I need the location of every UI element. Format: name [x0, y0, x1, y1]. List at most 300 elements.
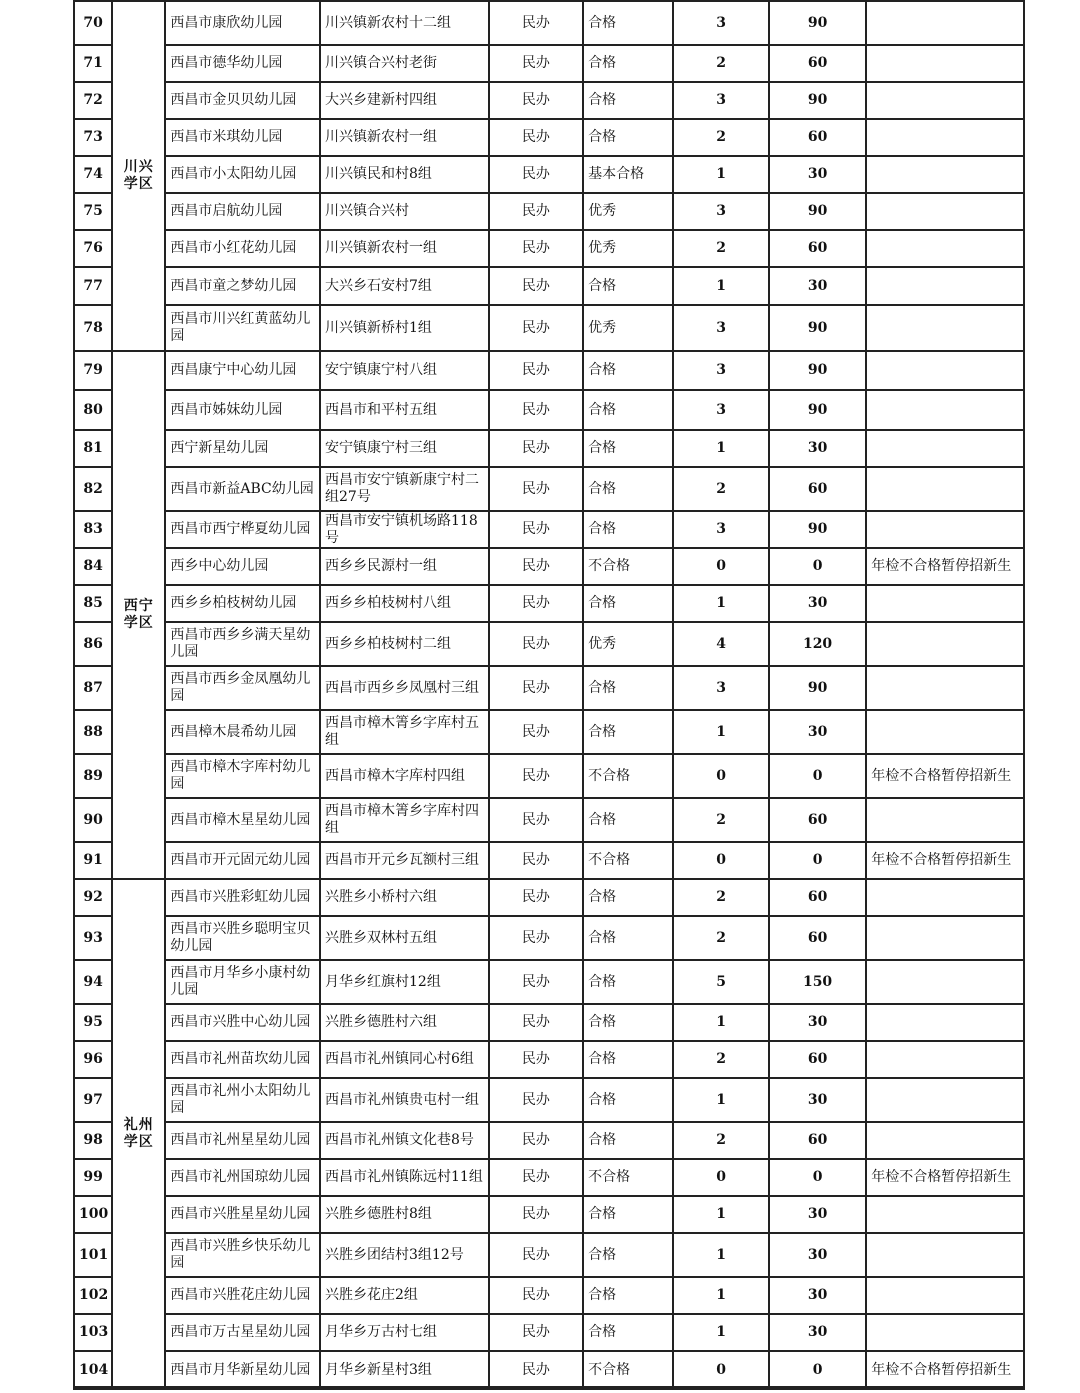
kindergarten-name: 西昌市礼州小太阳幼儿园 — [165, 1078, 320, 1122]
evaluation-result: 不合格 — [583, 842, 673, 879]
kindergarten-name: 西昌市童之梦幼儿园 — [165, 267, 320, 305]
remark — [866, 1314, 1024, 1351]
row-number: 97 — [74, 1078, 112, 1122]
kindergarten-address: 月华乡万古村七组 — [320, 1314, 489, 1351]
enrollment-capacity: 60 — [769, 467, 866, 511]
ownership-type: 民办 — [489, 622, 583, 666]
evaluation-result: 合格 — [583, 585, 673, 622]
class-count: 1 — [673, 1233, 768, 1277]
class-count: 1 — [673, 1004, 768, 1041]
remark — [866, 467, 1024, 511]
evaluation-result: 不合格 — [583, 754, 673, 798]
kindergarten-name: 西昌市兴胜花庄幼儿园 — [165, 1277, 320, 1314]
kindergarten-address: 西乡乡柏枝树村八组 — [320, 585, 489, 622]
remark — [866, 585, 1024, 622]
enrollment-capacity: 30 — [769, 1004, 866, 1041]
remark: 年检不合格暂停招新生 — [866, 842, 1024, 879]
evaluation-result: 合格 — [583, 1122, 673, 1159]
table-row — [74, 960, 1024, 1004]
class-count: 1 — [673, 267, 768, 305]
kindergarten-name: 西昌市德华幼儿园 — [165, 45, 320, 82]
kindergarten-name: 西昌市兴胜彩虹幼儿园 — [165, 879, 320, 916]
enrollment-capacity: 60 — [769, 879, 866, 916]
table-row — [74, 1196, 1024, 1233]
table-row — [74, 916, 1024, 960]
kindergarten-address: 兴胜乡德胜村六组 — [320, 1004, 489, 1041]
ownership-type: 民办 — [489, 119, 583, 156]
kindergarten-name: 西昌市西乡金凤凰幼儿园 — [165, 666, 320, 710]
district-name-line1: 川兴 — [123, 159, 154, 175]
enrollment-capacity: 30 — [769, 1078, 866, 1122]
kindergarten-address: 大兴乡石安村7组 — [320, 267, 489, 305]
enrollment-capacity: 60 — [769, 1122, 866, 1159]
table-row — [74, 1159, 1024, 1196]
kindergarten-name: 西昌樟木晨希幼儿园 — [165, 710, 320, 754]
ownership-type: 民办 — [489, 1078, 583, 1122]
kindergarten-address: 西昌市礼州镇陈远村11组 — [320, 1159, 489, 1196]
evaluation-result: 合格 — [583, 82, 673, 119]
ownership-type: 民办 — [489, 585, 583, 622]
enrollment-capacity: 30 — [769, 267, 866, 305]
class-count: 2 — [673, 119, 768, 156]
enrollment-capacity: 90 — [769, 666, 866, 710]
kindergarten-address: 西昌市开元乡瓦额村三组 — [320, 842, 489, 879]
evaluation-result: 合格 — [583, 1, 673, 45]
table-row — [74, 511, 1024, 548]
ownership-type: 民办 — [489, 193, 583, 230]
table-row — [74, 351, 1024, 390]
kindergarten-name: 西昌市西乡乡满天星幼儿园 — [165, 622, 320, 666]
kindergarten-name: 西昌市樟木星星幼儿园 — [165, 798, 320, 842]
row-number: 100 — [74, 1196, 112, 1233]
class-count: 2 — [673, 45, 768, 82]
row-number: 76 — [74, 230, 112, 267]
table-row — [74, 1041, 1024, 1078]
kindergarten-name: 西昌市开元固元幼儿园 — [165, 842, 320, 879]
evaluation-result: 不合格 — [583, 548, 673, 585]
remark — [866, 1122, 1024, 1159]
remark — [866, 1, 1024, 45]
row-number: 87 — [74, 666, 112, 710]
kindergarten-name: 西昌市樟木字库村幼儿园 — [165, 754, 320, 798]
remark — [866, 1233, 1024, 1277]
remark — [866, 267, 1024, 305]
ownership-type: 民办 — [489, 1351, 583, 1389]
remark — [866, 230, 1024, 267]
table-row — [74, 1122, 1024, 1159]
district-name-line1: 礼州 — [123, 1117, 154, 1133]
evaluation-result: 不合格 — [583, 1159, 673, 1196]
ownership-type: 民办 — [489, 430, 583, 467]
kindergarten-address: 兴胜乡小桥村六组 — [320, 879, 489, 916]
ownership-type: 民办 — [489, 842, 583, 879]
table-body — [74, 1, 1024, 1389]
kindergarten-address: 月华乡红旗村12组 — [320, 960, 489, 1004]
remark — [866, 879, 1024, 916]
enrollment-capacity: 90 — [769, 390, 866, 430]
enrollment-capacity: 90 — [769, 193, 866, 230]
kindergarten-address: 西乡乡民源村一组 — [320, 548, 489, 585]
kindergarten-name: 西昌市小红花幼儿园 — [165, 230, 320, 267]
kindergarten-name: 西昌市川兴红黄蓝幼儿园 — [165, 305, 320, 351]
table-row — [74, 1078, 1024, 1122]
class-count: 3 — [673, 390, 768, 430]
remark — [866, 119, 1024, 156]
remark — [866, 1078, 1024, 1122]
class-count: 3 — [673, 193, 768, 230]
kindergarten-address: 川兴镇新农村一组 — [320, 230, 489, 267]
kindergarten-name: 西昌市万古星星幼儿园 — [165, 1314, 320, 1351]
class-count: 3 — [673, 666, 768, 710]
class-count: 2 — [673, 1122, 768, 1159]
class-count: 1 — [673, 585, 768, 622]
enrollment-capacity: 60 — [769, 119, 866, 156]
evaluation-result: 合格 — [583, 1041, 673, 1078]
kindergarten-name: 西宁新星幼儿园 — [165, 430, 320, 467]
kindergarten-name: 西昌市小太阳幼儿园 — [165, 156, 320, 193]
class-count: 0 — [673, 1159, 768, 1196]
remark: 年检不合格暂停招新生 — [866, 1159, 1024, 1196]
kindergarten-name: 西昌市礼州苗坎幼儿园 — [165, 1041, 320, 1078]
row-number: 98 — [74, 1122, 112, 1159]
ownership-type: 民办 — [489, 916, 583, 960]
evaluation-result: 合格 — [583, 1004, 673, 1041]
kindergarten-name: 西昌市兴胜中心幼儿园 — [165, 1004, 320, 1041]
kindergarten-address: 兴胜乡德胜村8组 — [320, 1196, 489, 1233]
ownership-type: 民办 — [489, 1004, 583, 1041]
evaluation-result: 合格 — [583, 467, 673, 511]
kindergarten-address: 西乡乡柏枝树村二组 — [320, 622, 489, 666]
row-number: 78 — [74, 305, 112, 351]
kindergarten-name: 西昌市康欣幼儿园 — [165, 1, 320, 45]
enrollment-capacity: 90 — [769, 351, 866, 390]
kindergarten-address: 西昌市樟木字库村四组 — [320, 754, 489, 798]
class-count: 4 — [673, 622, 768, 666]
row-number: 79 — [74, 351, 112, 390]
table-row — [74, 1277, 1024, 1314]
row-number: 89 — [74, 754, 112, 798]
kindergarten-name: 西昌市西宁桦夏幼儿园 — [165, 511, 320, 548]
evaluation-result: 基本合格 — [583, 156, 673, 193]
evaluation-result: 合格 — [583, 1277, 673, 1314]
row-number: 77 — [74, 267, 112, 305]
ownership-type: 民办 — [489, 548, 583, 585]
ownership-type: 民办 — [489, 467, 583, 511]
row-number: 102 — [74, 1277, 112, 1314]
row-number: 73 — [74, 119, 112, 156]
table-row — [74, 842, 1024, 879]
row-number: 99 — [74, 1159, 112, 1196]
kindergarten-address: 大兴乡建新村四组 — [320, 82, 489, 119]
evaluation-result: 合格 — [583, 1196, 673, 1233]
table-row — [74, 390, 1024, 430]
district-label — [112, 1, 165, 351]
class-count: 2 — [673, 467, 768, 511]
table-row — [74, 585, 1024, 622]
kindergarten-address: 兴胜乡双林村五组 — [320, 916, 489, 960]
ownership-type: 民办 — [489, 230, 583, 267]
row-number: 72 — [74, 82, 112, 119]
remark — [866, 156, 1024, 193]
ownership-type: 民办 — [489, 1, 583, 45]
enrollment-capacity: 30 — [769, 710, 866, 754]
class-count: 2 — [673, 1041, 768, 1078]
kindergarten-name: 西昌市金贝贝幼儿园 — [165, 82, 320, 119]
ownership-type: 民办 — [489, 879, 583, 916]
row-number: 75 — [74, 193, 112, 230]
evaluation-result: 优秀 — [583, 305, 673, 351]
ownership-type: 民办 — [489, 511, 583, 548]
evaluation-result: 合格 — [583, 710, 673, 754]
evaluation-result: 合格 — [583, 1314, 673, 1351]
evaluation-result: 合格 — [583, 390, 673, 430]
row-number: 71 — [74, 45, 112, 82]
table-row — [74, 798, 1024, 842]
table-row — [74, 267, 1024, 305]
kindergarten-name: 西昌市月华乡小康村幼儿园 — [165, 960, 320, 1004]
enrollment-capacity: 0 — [769, 754, 866, 798]
table-row — [74, 82, 1024, 119]
kindergarten-address: 西昌市安宁镇新康宁村二组27号 — [320, 467, 489, 511]
remark — [866, 798, 1024, 842]
row-number: 96 — [74, 1041, 112, 1078]
kindergarten-address: 川兴镇新农村一组 — [320, 119, 489, 156]
kindergarten-address: 兴胜乡团结村3组12号 — [320, 1233, 489, 1277]
remark — [866, 390, 1024, 430]
class-count: 3 — [673, 1, 768, 45]
ownership-type: 民办 — [489, 1159, 583, 1196]
table-row — [74, 548, 1024, 585]
kindergarten-address: 川兴镇民和村8组 — [320, 156, 489, 193]
class-count: 2 — [673, 230, 768, 267]
class-count: 1 — [673, 430, 768, 467]
remark — [866, 193, 1024, 230]
enrollment-capacity: 0 — [769, 1159, 866, 1196]
table-row — [74, 1004, 1024, 1041]
ownership-type: 民办 — [489, 305, 583, 351]
remark — [866, 960, 1024, 1004]
remark: 年检不合格暂停招新生 — [866, 548, 1024, 585]
enrollment-capacity: 120 — [769, 622, 866, 666]
evaluation-result: 合格 — [583, 1078, 673, 1122]
ownership-type: 民办 — [489, 1233, 583, 1277]
kindergarten-name: 西昌康宁中心幼儿园 — [165, 351, 320, 390]
ownership-type: 民办 — [489, 1041, 583, 1078]
row-number: 74 — [74, 156, 112, 193]
row-number: 92 — [74, 879, 112, 916]
remark — [866, 351, 1024, 390]
enrollment-capacity: 30 — [769, 1277, 866, 1314]
enrollment-capacity: 90 — [769, 511, 866, 548]
class-count: 3 — [673, 511, 768, 548]
table-row — [74, 467, 1024, 511]
ownership-type: 民办 — [489, 1277, 583, 1314]
enrollment-capacity: 0 — [769, 842, 866, 879]
row-number: 95 — [74, 1004, 112, 1041]
class-count: 2 — [673, 879, 768, 916]
evaluation-result: 合格 — [583, 267, 673, 305]
kindergarten-name: 西乡中心幼儿园 — [165, 548, 320, 585]
enrollment-capacity: 0 — [769, 548, 866, 585]
enrollment-capacity: 90 — [769, 1, 866, 45]
enrollment-capacity: 30 — [769, 1196, 866, 1233]
evaluation-result: 优秀 — [583, 193, 673, 230]
kindergarten-name: 西昌市兴胜乡快乐幼儿园 — [165, 1233, 320, 1277]
ownership-type: 民办 — [489, 390, 583, 430]
remark — [866, 916, 1024, 960]
class-count: 3 — [673, 305, 768, 351]
remark — [866, 622, 1024, 666]
class-count: 1 — [673, 1196, 768, 1233]
kindergarten-name: 西昌市姊妹幼儿园 — [165, 390, 320, 430]
evaluation-result: 合格 — [583, 798, 673, 842]
class-count: 0 — [673, 842, 768, 879]
class-count: 2 — [673, 798, 768, 842]
class-count: 1 — [673, 1277, 768, 1314]
kindergarten-address: 西昌市安宁镇机场路118号 — [320, 511, 489, 548]
class-count: 1 — [673, 156, 768, 193]
district-label — [112, 879, 165, 1389]
kindergarten-address: 安宁镇康宁村八组 — [320, 351, 489, 390]
kindergarten-address: 西昌市樟木箐乡字库村五组 — [320, 710, 489, 754]
row-number: 86 — [74, 622, 112, 666]
row-number: 93 — [74, 916, 112, 960]
kindergarten-address: 川兴镇新桥村1组 — [320, 305, 489, 351]
row-number: 101 — [74, 1233, 112, 1277]
ownership-type: 民办 — [489, 267, 583, 305]
remark — [866, 511, 1024, 548]
kindergarten-address: 西昌市礼州镇文化巷8号 — [320, 1122, 489, 1159]
evaluation-result: 合格 — [583, 1233, 673, 1277]
next-row-edge — [73, 1386, 1025, 1393]
kindergarten-address: 西昌市西乡乡凤凰村三组 — [320, 666, 489, 710]
evaluation-result: 合格 — [583, 45, 673, 82]
row-number: 70 — [74, 1, 112, 45]
row-number: 90 — [74, 798, 112, 842]
evaluation-result: 优秀 — [583, 230, 673, 267]
kindergarten-name: 西昌市兴胜星星幼儿园 — [165, 1196, 320, 1233]
remark — [866, 45, 1024, 82]
kindergarten-name: 西昌市兴胜乡聪明宝贝幼儿园 — [165, 916, 320, 960]
row-number: 80 — [74, 390, 112, 430]
remark — [866, 430, 1024, 467]
ownership-type: 民办 — [489, 710, 583, 754]
remark — [866, 82, 1024, 119]
kindergarten-table — [73, 0, 1025, 1390]
row-number: 103 — [74, 1314, 112, 1351]
table-row — [74, 666, 1024, 710]
enrollment-capacity: 30 — [769, 585, 866, 622]
class-count: 3 — [673, 351, 768, 390]
enrollment-capacity: 90 — [769, 82, 866, 119]
table-row — [74, 622, 1024, 666]
kindergarten-address: 安宁镇康宁村三组 — [320, 430, 489, 467]
row-number: 83 — [74, 511, 112, 548]
remark — [866, 1041, 1024, 1078]
remark: 年检不合格暂停招新生 — [866, 754, 1024, 798]
district-label — [112, 351, 165, 879]
class-count: 3 — [673, 82, 768, 119]
row-number: 91 — [74, 842, 112, 879]
table-row — [74, 1233, 1024, 1277]
enrollment-capacity: 30 — [769, 1233, 866, 1277]
ownership-type: 民办 — [489, 960, 583, 1004]
remark — [866, 710, 1024, 754]
kindergarten-name: 西昌市新益ABC幼儿园 — [165, 467, 320, 511]
kindergarten-address: 西昌市礼州镇同心村6组 — [320, 1041, 489, 1078]
class-count: 0 — [673, 1351, 768, 1389]
kindergarten-address: 川兴镇合兴村老街 — [320, 45, 489, 82]
enrollment-capacity: 60 — [769, 1041, 866, 1078]
evaluation-result: 合格 — [583, 666, 673, 710]
row-number: 104 — [74, 1351, 112, 1389]
district-name-line2: 学区 — [123, 615, 154, 631]
row-number: 85 — [74, 585, 112, 622]
remark — [866, 1277, 1024, 1314]
remark — [866, 1196, 1024, 1233]
ownership-type: 民办 — [489, 798, 583, 842]
ownership-type: 民办 — [489, 82, 583, 119]
class-count: 5 — [673, 960, 768, 1004]
kindergarten-address: 西昌市礼州镇贵屯村一组 — [320, 1078, 489, 1122]
district-name-line2: 学区 — [123, 176, 154, 192]
row-number: 88 — [74, 710, 112, 754]
evaluation-result: 不合格 — [583, 1351, 673, 1389]
enrollment-capacity: 60 — [769, 798, 866, 842]
kindergarten-name: 西昌市月华新星幼儿园 — [165, 1351, 320, 1389]
kindergarten-address: 兴胜乡花庄2组 — [320, 1277, 489, 1314]
table-row — [74, 45, 1024, 82]
ownership-type: 民办 — [489, 156, 583, 193]
ownership-type: 民办 — [489, 1122, 583, 1159]
table-row — [74, 156, 1024, 193]
ownership-type: 民办 — [489, 1314, 583, 1351]
kindergarten-name: 西乡乡柏枝树幼儿园 — [165, 585, 320, 622]
enrollment-capacity: 150 — [769, 960, 866, 1004]
kindergarten-name: 西昌市米琪幼儿园 — [165, 119, 320, 156]
table-row — [74, 193, 1024, 230]
remark: 年检不合格暂停招新生 — [866, 1351, 1024, 1389]
evaluation-result: 合格 — [583, 351, 673, 390]
table-row — [74, 1, 1024, 45]
evaluation-result: 合格 — [583, 511, 673, 548]
ownership-type: 民办 — [489, 45, 583, 82]
row-number: 82 — [74, 467, 112, 511]
enrollment-capacity: 90 — [769, 305, 866, 351]
enrollment-capacity: 60 — [769, 916, 866, 960]
kindergarten-name: 西昌市启航幼儿园 — [165, 193, 320, 230]
kindergarten-address: 西昌市樟木箐乡字库村四组 — [320, 798, 489, 842]
kindergarten-address: 月华乡新星村3组 — [320, 1351, 489, 1389]
class-count: 1 — [673, 1078, 768, 1122]
table-row — [74, 305, 1024, 351]
kindergarten-address: 川兴镇新农村十二组 — [320, 1, 489, 45]
kindergarten-name: 西昌市礼州国琼幼儿园 — [165, 1159, 320, 1196]
district-name-line1: 西宁 — [123, 598, 154, 614]
remark — [866, 305, 1024, 351]
table-row — [74, 710, 1024, 754]
table-row — [74, 754, 1024, 798]
enrollment-capacity: 60 — [769, 45, 866, 82]
table-row — [74, 1351, 1024, 1389]
row-number: 81 — [74, 430, 112, 467]
enrollment-capacity: 30 — [769, 1314, 866, 1351]
table-row — [74, 119, 1024, 156]
enrollment-capacity: 60 — [769, 230, 866, 267]
evaluation-result: 优秀 — [583, 622, 673, 666]
kindergarten-address: 川兴镇合兴村 — [320, 193, 489, 230]
table-row — [74, 430, 1024, 467]
